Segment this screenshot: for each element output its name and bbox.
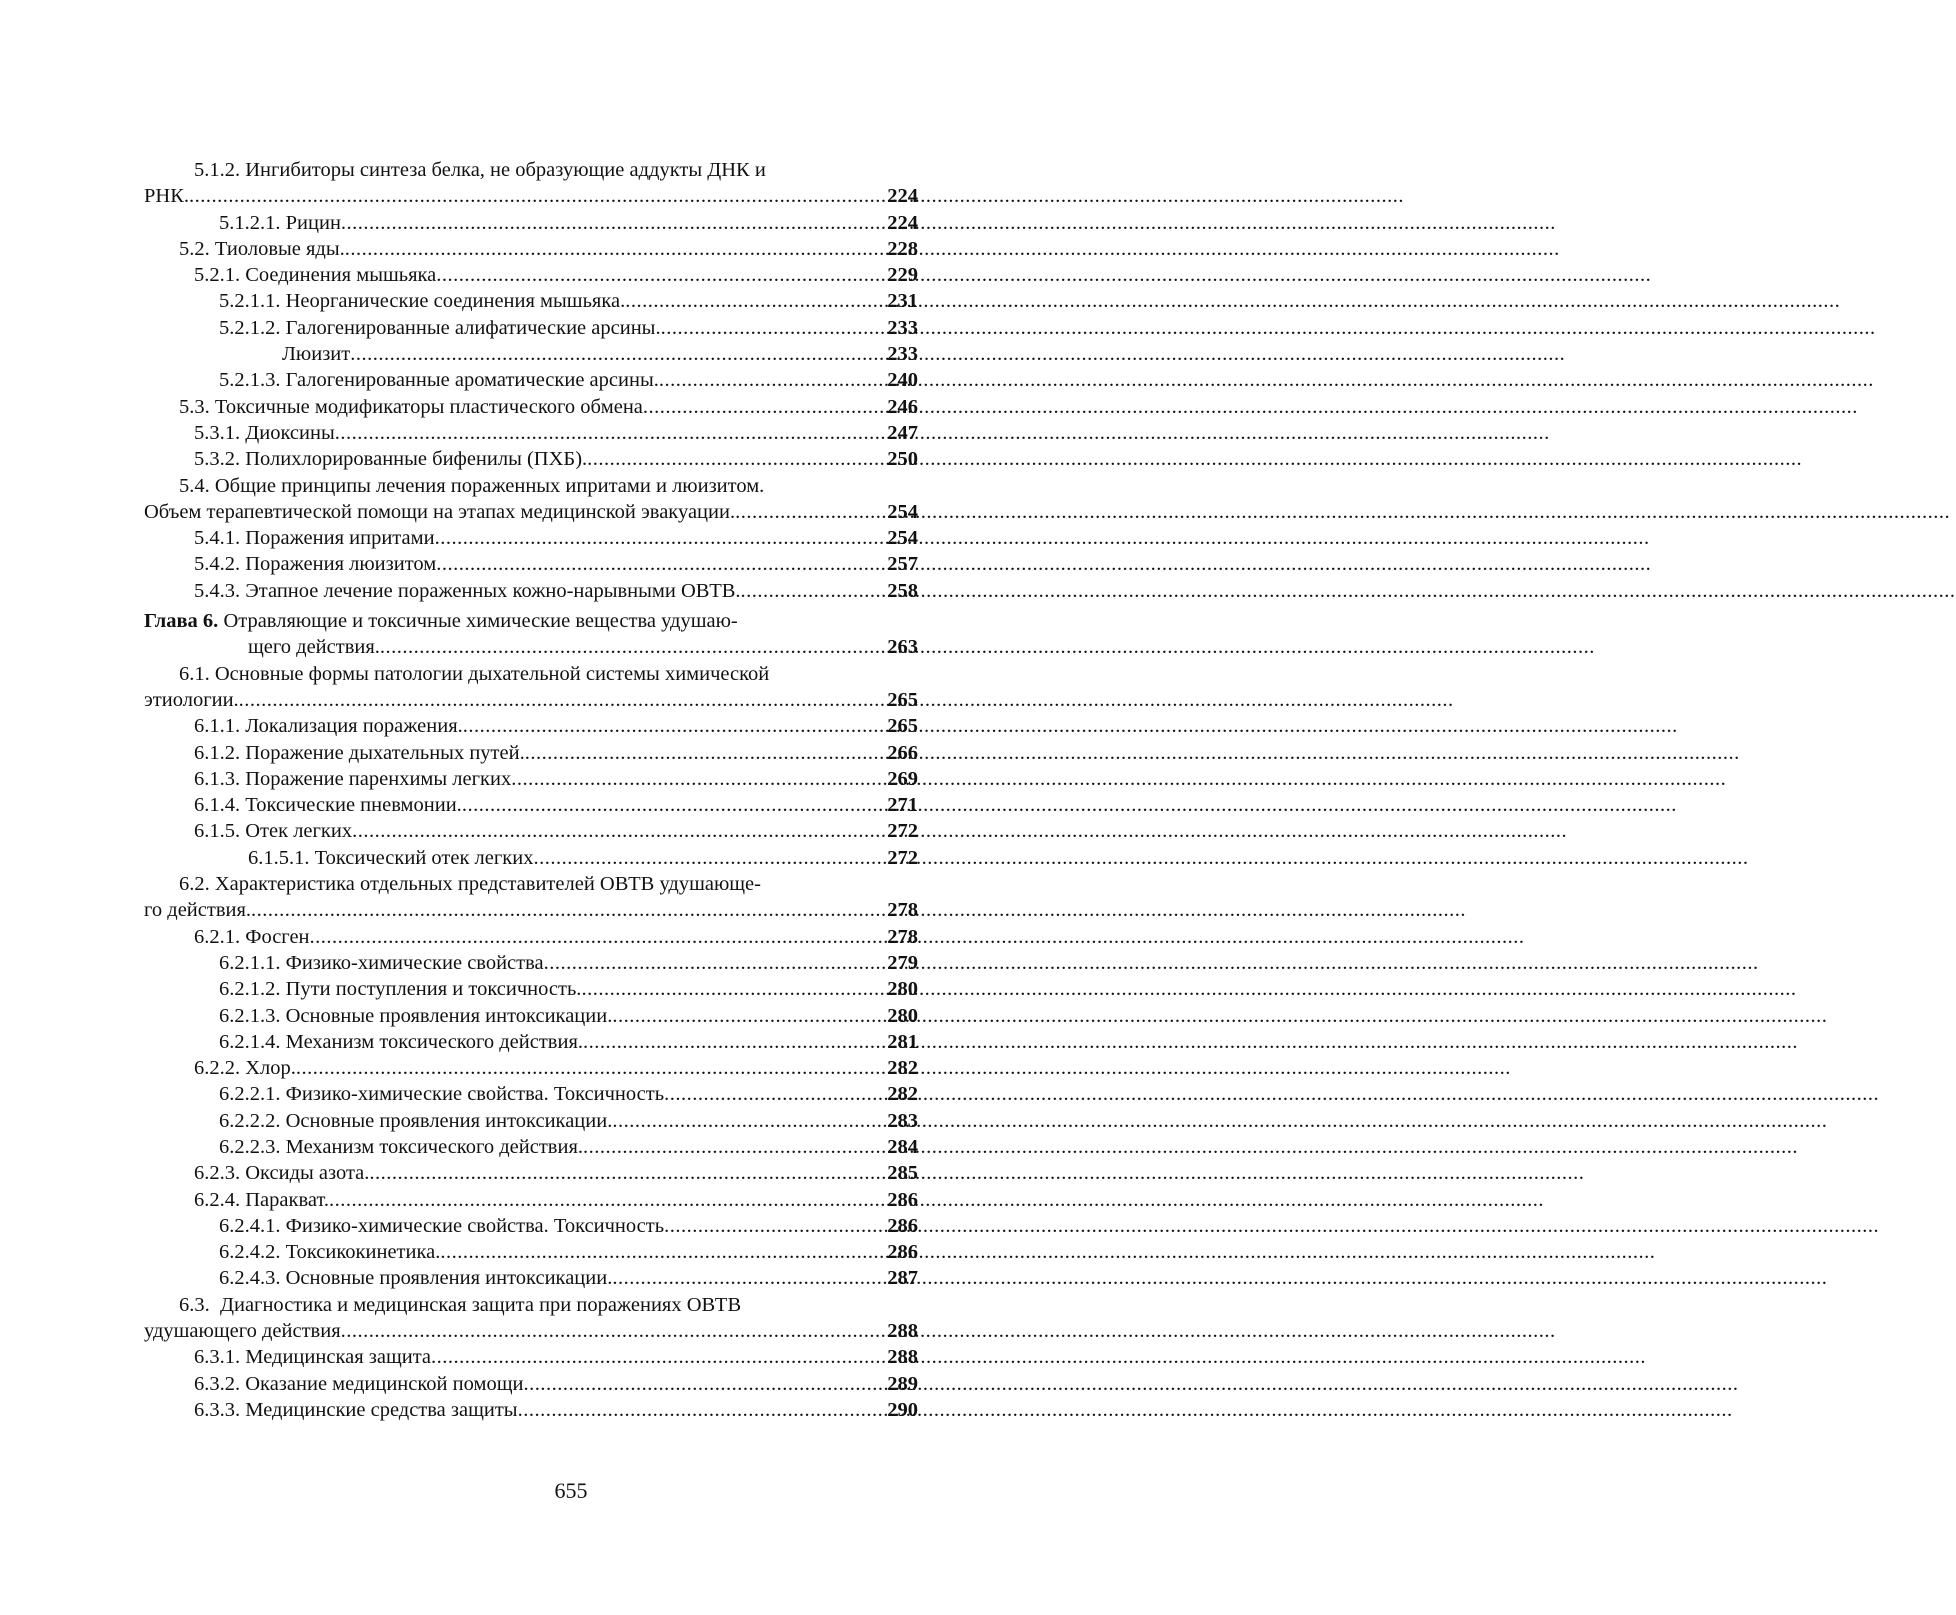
dot-leader bbox=[380, 634, 885, 660]
dot-leader bbox=[435, 525, 886, 551]
page-ref: 269 bbox=[887, 767, 918, 790]
page-ref: 279 bbox=[887, 951, 918, 974]
dot-leader bbox=[523, 1371, 885, 1397]
page-ref: 288 bbox=[887, 1346, 918, 1369]
dot-leader bbox=[329, 1187, 885, 1213]
dot-leader bbox=[583, 1134, 885, 1160]
toc-entry: 5.2.1.2. Галогенированные алифатические арсины. ..... 233 bbox=[144, 315, 918, 341]
chapter-label: Глава 6. bbox=[144, 610, 219, 633]
dot-leader bbox=[544, 950, 886, 976]
page-ref: 272 bbox=[887, 820, 918, 843]
toc-entry: 6.2. Характеристика отдельных представителей ОВТВ удушающе- bbox=[179, 873, 761, 896]
dot-leader bbox=[664, 1081, 885, 1107]
page-ref: 287 bbox=[887, 1267, 918, 1290]
dot-leader bbox=[643, 394, 885, 420]
dot-leader bbox=[436, 551, 885, 577]
dot-leader bbox=[525, 740, 886, 766]
page-ref: 240 bbox=[887, 369, 918, 392]
page-ref: 257 bbox=[887, 553, 918, 576]
page-ref: 228 bbox=[887, 237, 918, 260]
page-ref: 247 bbox=[887, 421, 918, 444]
dot-leader bbox=[661, 315, 886, 341]
toc-entry: 5.2.1. Соединения мышьяка ..... 229 bbox=[144, 262, 918, 288]
page-ref: 280 bbox=[887, 1004, 918, 1027]
toc-entry: Объем терапевтической помощи на этапах медицинской эвакуации. ..... 254 bbox=[144, 499, 918, 525]
toc-entry: 5.2. Тиоловые яды. ..... 228 bbox=[144, 236, 918, 262]
toc-entry: 5.4. Общие принципы лечения пораженных ипритами и люизитом. bbox=[179, 474, 765, 497]
toc-entry: го действия. ..... 278 bbox=[144, 897, 918, 923]
toc-entry: 6.2.4.3. Основные проявления интоксикации. ..... 287 bbox=[144, 1265, 918, 1291]
dot-leader bbox=[625, 288, 885, 314]
dot-leader bbox=[341, 1318, 886, 1344]
toc-entry: 6.2.1. Фосген ..... 278 bbox=[144, 924, 918, 950]
page-ref: 265 bbox=[887, 688, 918, 711]
toc-entry: 6.1.1. Локализация поражения. ..... 265 bbox=[144, 713, 918, 739]
toc-entry: 5.3.1. Диоксины ..... 247 bbox=[144, 420, 918, 446]
page-ref: 224 bbox=[887, 185, 918, 208]
toc-entry: 6.2.4.2. Токсикокинетика. ..... 286 bbox=[144, 1239, 918, 1265]
page-ref: 282 bbox=[887, 1057, 918, 1080]
toc-entry: 5.4.2. Поражения люизитом ..... 257 bbox=[144, 551, 918, 577]
toc-entry: 6.1.2. Поражение дыхательных путей. ..... 266 bbox=[144, 740, 918, 766]
toc-entry: 6.2.1.4. Механизм токсического действия. ..... 281 bbox=[144, 1029, 918, 1055]
toc-entry: этиологии. ..... 265 bbox=[144, 687, 918, 713]
page-ref: 278 bbox=[887, 925, 918, 948]
page-ref: 281 bbox=[887, 1030, 918, 1053]
toc-entry: 6.2.4. Паракват. ..... 286 bbox=[144, 1187, 918, 1213]
page-ref: 263 bbox=[887, 636, 918, 659]
page-ref: 288 bbox=[887, 1320, 918, 1343]
dot-leader bbox=[189, 183, 885, 209]
dot-leader bbox=[612, 1003, 885, 1029]
toc-entry: 6.1.5. Отек легких ..... 272 bbox=[144, 818, 918, 844]
toc-entry: 6.2.1.2. Пути поступления и токсичность. ..... 280 bbox=[144, 976, 918, 1002]
dot-leader bbox=[741, 578, 886, 604]
page-ref: 233 bbox=[887, 343, 918, 366]
page-ref: 254 bbox=[887, 500, 918, 523]
toc-entry: 5.1.2.1. Рицин ..... 224 bbox=[144, 210, 918, 236]
page-ref: 258 bbox=[887, 579, 918, 602]
toc-entry: 6.1. Основные формы патологии дыхательной системы химической bbox=[179, 662, 770, 685]
toc-entry: 6.3.1. Медицинская защита ..... 288 bbox=[144, 1344, 918, 1370]
toc-entry: 5.1.2. Ингибиторы синтеза белка, не образующие аддукты ДНК и bbox=[194, 159, 766, 181]
dot-leader bbox=[296, 1055, 885, 1081]
toc-chapter-heading: Глава 6. Отравляющие и токсичные химические вещества удушаю- bbox=[144, 610, 738, 633]
toc-entry: 6.3. Диагностика и медицинская защита при поражениях ОВТВ bbox=[179, 1293, 742, 1316]
toc-entry: 6.1.5.1. Токсический отек легких ..... 272 bbox=[144, 845, 918, 871]
toc-entry: 6.2.3. Оксиды азота. ..... 285 bbox=[144, 1160, 918, 1186]
dot-leader bbox=[735, 499, 885, 525]
page-ref: 250 bbox=[887, 448, 918, 471]
dot-leader bbox=[345, 236, 885, 262]
dot-leader bbox=[310, 924, 886, 950]
page-ref: 286 bbox=[887, 1214, 918, 1237]
page-ref: 224 bbox=[887, 211, 918, 234]
page-ref: 284 bbox=[887, 1135, 918, 1158]
page-ref: 290 bbox=[887, 1398, 918, 1421]
dot-leader bbox=[369, 1160, 885, 1186]
page-ref: 282 bbox=[887, 1083, 918, 1106]
page-ref: 266 bbox=[887, 741, 918, 764]
toc-entry: 5.3.2. Полихлорированные бифенилы (ПХБ). ..... 250 bbox=[144, 446, 918, 472]
toc-entry: 6.2.2.1. Физико-химические свойства. Токсичность ..... 282 bbox=[144, 1081, 918, 1107]
toc-entry: 5.4.3. Этапное лечение пораженных кожно-нарывными ОВТВ. ..... 258 bbox=[144, 578, 918, 604]
toc-entry: 6.3.3. Медицинские средства защиты ..... 290 bbox=[144, 1397, 918, 1423]
page-ref: 280 bbox=[887, 978, 918, 1001]
page-ref: 271 bbox=[887, 794, 918, 817]
toc-entry: 6.2.2. Хлор. ..... 282 bbox=[144, 1055, 918, 1081]
dot-leader bbox=[335, 420, 886, 446]
dot-leader bbox=[251, 897, 885, 923]
dot-leader bbox=[462, 792, 885, 818]
dot-leader bbox=[463, 713, 885, 739]
dot-leader bbox=[518, 1397, 886, 1423]
page-ref: 286 bbox=[887, 1188, 918, 1211]
toc-entry: удушающего действия ..... 288 bbox=[144, 1318, 918, 1344]
toc-entry: 6.2.4.1. Физико-химические свойства. Токсичность ..... 286 bbox=[144, 1213, 918, 1239]
dot-leader bbox=[352, 818, 885, 844]
toc-entry: щего действия. ..... 263 bbox=[144, 634, 918, 660]
dot-leader bbox=[612, 1265, 885, 1291]
toc-entry: 6.1.3. Поражение паренхимы легких ..... 269 bbox=[144, 766, 918, 792]
page-ref: 265 bbox=[887, 715, 918, 738]
toc-entry: 5.2.1.3. Галогенированные ароматические арсины. ..... 240 bbox=[144, 367, 918, 393]
toc-entry: 5.2.1.1. Неорганические соединения мышьяка. ..... 231 bbox=[144, 288, 918, 314]
dot-leader bbox=[533, 845, 885, 871]
toc-entry: 6.2.2.2. Основные проявления интоксикации. ..... 283 bbox=[144, 1108, 918, 1134]
dot-leader bbox=[440, 1239, 885, 1265]
dot-leader bbox=[431, 1344, 885, 1370]
dot-leader bbox=[664, 1213, 885, 1239]
page-ref: 233 bbox=[887, 316, 918, 339]
toc-entry: 6.2.1.3. Основные проявления интоксикации. ..... 280 bbox=[144, 1003, 918, 1029]
dot-leader bbox=[341, 210, 885, 236]
dot-leader bbox=[583, 1029, 885, 1055]
page-ref: 285 bbox=[887, 1162, 918, 1185]
toc-entry: 6.2.2.3. Механизм токсического действия. ..... 284 bbox=[144, 1134, 918, 1160]
page-ref: 289 bbox=[887, 1372, 918, 1395]
toc-entry: РНК. ..... 224 bbox=[144, 183, 918, 209]
dot-leader bbox=[659, 367, 885, 393]
dot-leader bbox=[350, 341, 885, 367]
page-ref: 283 bbox=[887, 1109, 918, 1132]
page-number: 655 bbox=[554, 1478, 588, 1503]
table-of-contents bbox=[144, 157, 918, 1423]
toc-entry: 5.3. Токсичные модификаторы пластического обмена ..... 246 bbox=[144, 394, 918, 420]
page-ref: 254 bbox=[887, 527, 918, 550]
dot-leader bbox=[436, 262, 885, 288]
toc-entry: 6.2.1.1. Физико-химические свойства ..... 279 bbox=[144, 950, 918, 976]
page-ref: 286 bbox=[887, 1241, 918, 1264]
toc-entry: 5.4.1. Поражения ипритами ..... 254 bbox=[144, 525, 918, 551]
toc-entry: 6.1.4. Токсические пневмонии. ..... 271 bbox=[144, 792, 918, 818]
dot-leader bbox=[587, 446, 885, 472]
page-ref: 229 bbox=[887, 264, 918, 287]
page-ref: 272 bbox=[887, 846, 918, 869]
toc-entry: 6.3.2. Оказание медицинской помощи ..... 289 bbox=[144, 1371, 918, 1397]
page-ref: 278 bbox=[887, 899, 918, 922]
dot-leader bbox=[511, 766, 885, 792]
dot-leader bbox=[239, 687, 886, 713]
toc-entry: Люизит ..... 233 bbox=[144, 341, 918, 367]
page-ref: 231 bbox=[887, 290, 918, 313]
dot-leader bbox=[581, 976, 885, 1002]
page-ref: 246 bbox=[887, 395, 918, 418]
dot-leader bbox=[612, 1108, 885, 1134]
